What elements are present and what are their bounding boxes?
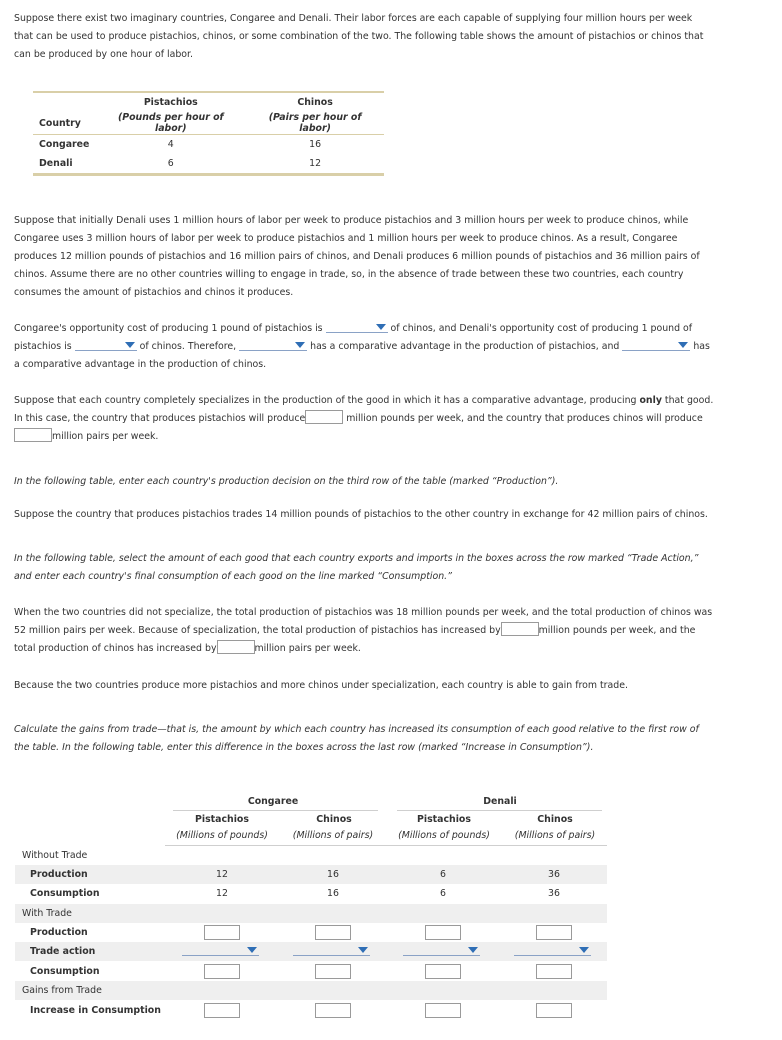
opportunity-cost-paragraph: Congaree's opportunity cost of producing 1 pound of pistachios is of chinos, and Denali's opportunity cost of producing 1 pound of pistachios is of chinos. Therefore, has a comparative advantage in the production of pistachios, and has a comparative advantage in the production of chinos. (14, 323, 710, 370)
chevron-down-icon (247, 947, 257, 953)
chinos-specialized-output-input[interactable] (14, 428, 52, 442)
chevron-down-icon (125, 342, 135, 348)
denali-chinos-trade-dropdown[interactable] (514, 942, 591, 956)
gains-instruction: Calculate the gains from trade—that is, the amount by which each country has increased its consumption of each good relative to the first row of the table. In the following table, enter this difference in the boxes across the last row (marked “Increase in Consumption”). (14, 724, 699, 753)
table-row: Increase in Consumption (15, 1001, 607, 1020)
trade-action-instruction: In the following table, select the amount of each good that each country exports and imports in the boxes across the row marked “Trade Action,” and enter each country's final consumption of each good on the line marked “Consumption.” (14, 553, 699, 582)
table-row: Production 12 16 6 36 (15, 865, 607, 884)
chevron-down-icon (579, 947, 589, 953)
country-header: Country (33, 112, 95, 135)
denali-chinos-production-input[interactable] (536, 925, 572, 940)
chevron-down-icon (468, 947, 478, 953)
denali-chinos-increase-input[interactable] (536, 1003, 572, 1018)
chinos-advantage-dropdown[interactable] (622, 339, 690, 351)
chinos-value: 16 (309, 138, 322, 150)
pistachios-unit: (Pounds per hour of labor) (95, 112, 246, 135)
denali-pistachios-increase-input[interactable] (425, 1003, 461, 1018)
table-row: Production (15, 923, 607, 942)
with-trade-section: With Trade (15, 904, 607, 923)
congaree-chinos-production-input[interactable] (315, 925, 351, 940)
congaree-chinos-unit: (Millions of pairs) (292, 830, 374, 841)
chinos-increase-input[interactable] (217, 640, 255, 654)
chinos-header: Chinos (297, 97, 333, 108)
denali-pistachios-consumption-input[interactable] (425, 964, 461, 979)
initial-allocation-paragraph: Suppose that initially Denali uses 1 million hours of labor per week to produce pistachios and 3 million hours per week to produce chinos, while Congaree uses 3 million hours of labor per week to produce pistachios and 1 million hours per week to produce chinos. As a result, Congaree produces 12 million pounds of pistachios and 16 million pairs of chinos, and Denali produces 6 million pounds of pistachios and 36 million pairs of chinos. Assume there are no other countries willing to engage in trade, so, in the absence of trade between these two countries, each country consumes the amount of pistachios and chinos it produces. (14, 215, 700, 298)
trade-terms-paragraph: Suppose the country that produces pistachios trades 14 million pounds of pistachios to the other country in exchange for 42 million pairs of chinos. (14, 509, 708, 520)
gain-from-trade-paragraph: Because the two countries produce more pistachios and more chinos under specialization, each country is able to gain from trade. (14, 680, 628, 691)
pistachios-increase-input[interactable] (501, 622, 539, 636)
table-row: Trade action (15, 942, 607, 961)
table-row (33, 135, 384, 154)
pistachios-advantage-dropdown[interactable] (239, 339, 307, 351)
congaree-pistachios-consumption-input[interactable] (204, 964, 240, 979)
denali-chinos-header: Chinos (537, 814, 573, 825)
table-row: Consumption 12 16 6 36 (30, 888, 560, 899)
specialization-paragraph: Suppose that each country completely specializes in the production of the good in which it has a comparative advantage, producing only that good. In this case, the country that produces pistachios will produce million pounds per week, and the country that produces chinos will produce million pairs per week. (14, 395, 714, 442)
denali-opportunity-cost-dropdown[interactable] (75, 339, 137, 351)
congaree-pistachios-production-input[interactable] (204, 925, 240, 940)
denali-chinos-consumption-input[interactable] (536, 964, 572, 979)
chevron-down-icon (376, 324, 386, 330)
pistachios-header: Pistachios (143, 97, 198, 108)
chevron-down-icon (358, 947, 368, 953)
congaree-pistachios-unit: (Millions of pounds) (176, 830, 268, 841)
table-row (33, 154, 384, 173)
congaree-header: Congaree (247, 796, 299, 807)
congaree-chinos-header: Chinos (316, 814, 352, 825)
chevron-down-icon (295, 342, 305, 348)
congaree-opportunity-cost-dropdown[interactable] (326, 321, 388, 333)
chinos-unit: (Pairs per hour of labor) (246, 112, 384, 135)
congaree-pistachios-increase-input[interactable] (204, 1003, 240, 1018)
intro-paragraph: Suppose there exist two imaginary countries, Congaree and Denali. Their labor forces are each capable of supplying four million hours per week that can be used to produce pistachios, chinos, or some combination of the two. The following table shows the amount of pistachios or chinos that can be produced by one hour of labor. (14, 13, 704, 60)
pistachios-specialized-output-input[interactable] (305, 410, 343, 424)
country-name: Denali (39, 157, 73, 169)
gains-section: Gains from Trade (15, 981, 607, 1000)
denali-chinos-unit: (Millions of pairs) (514, 830, 596, 841)
congaree-chinos-consumption-input[interactable] (315, 964, 351, 979)
denali-pistachios-unit: (Millions of pounds) (398, 830, 490, 841)
pistachios-value: 6 (167, 157, 174, 169)
congaree-pistachios-trade-dropdown[interactable] (182, 942, 259, 956)
denali-header: Denali (483, 796, 517, 807)
chevron-down-icon (678, 342, 688, 348)
denali-pistachios-header: Pistachios (417, 814, 471, 825)
labor-productivity-table (33, 91, 384, 176)
denali-pistachios-production-input[interactable] (425, 925, 461, 940)
congaree-chinos-trade-dropdown[interactable] (293, 942, 370, 956)
without-trade-section: Without Trade (22, 850, 88, 861)
total-production-paragraph: When the two countries did not specialize, the total production of pistachios was 18 million pounds per week, and the total production of chinos was 52 million pairs per week. Because of specialization, the total production of pistachios has increased by million pounds per week, and the total production of chinos has increased by million pairs per week. (14, 607, 713, 654)
pistachios-value: 4 (167, 138, 174, 150)
production-instruction: In the following table, enter each country's production decision on the third row of the table (marked “Production”). (14, 476, 559, 487)
congaree-pistachios-header: Pistachios (195, 814, 249, 825)
table-row: Consumption (15, 962, 607, 981)
country-name: Congaree (39, 138, 90, 150)
congaree-chinos-increase-input[interactable] (315, 1003, 351, 1018)
chinos-value: 12 (309, 157, 322, 169)
denali-pistachios-trade-dropdown[interactable] (403, 942, 480, 956)
